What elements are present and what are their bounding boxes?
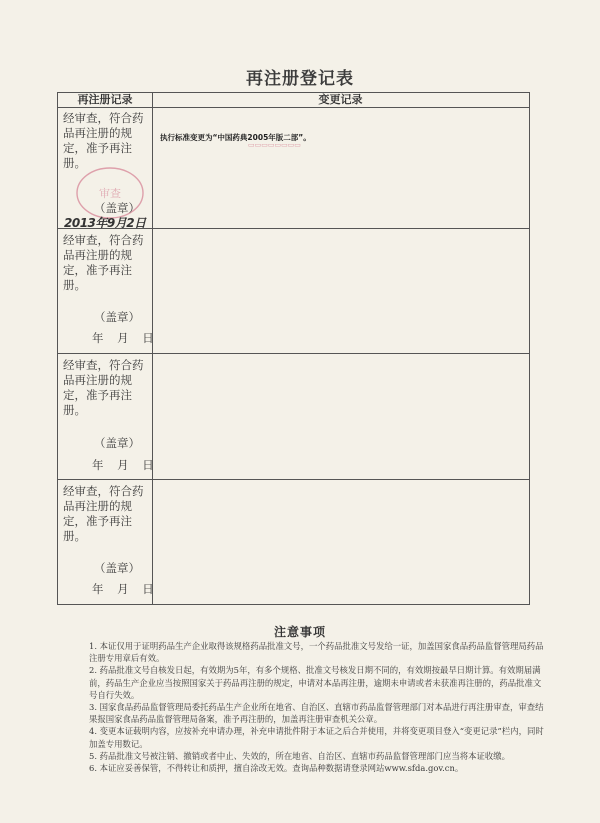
registration-table <box>57 92 530 605</box>
date-label: 年 月 日 <box>92 458 154 472</box>
list-item <box>76 750 546 762</box>
col-header-changes: 变更记录 <box>318 93 363 106</box>
note-text: 3. 国家食品药品监督管理局委托药品生产企业所在地省、自治区、直辖市药品监督管理部门对本品进行再注册审查，审查结果报国家食品药品监督管理局备案，准予再注册的，加盖再注册审查机关公章。 <box>89 702 544 725</box>
seal-label: （盖章） <box>94 436 140 450</box>
table-row <box>58 354 529 480</box>
table-header <box>58 93 529 108</box>
list-item <box>76 640 546 664</box>
table-row <box>58 480 529 604</box>
col-header-registration: 再注册记录 <box>77 93 133 106</box>
red-stamp-mark: ▭▭▭▭▭▭▭▭ <box>248 141 301 149</box>
date-label: 年 月 日 <box>92 582 154 596</box>
svg-text:审查: 审查 <box>99 187 121 200</box>
table-row <box>58 229 529 354</box>
note-text: 5. 药品批准文号被注销、撤销或者中止、失效的，所在地省、自治区、直辖市药品监督管理部门应当将本证收缴。 <box>89 750 511 761</box>
approval-text: 经审查，符合药品再注册的规定，准予再注册。 <box>63 233 144 292</box>
approval-text: 经审查，符合药品再注册的规定，准予再注册。 <box>63 358 144 417</box>
seal-label: （盖章） <box>94 310 140 324</box>
note-text: 2. 药品批准文号自核发日起，有效期为5年，有多个规格、批准文号核发日期不同的，有效期按最早日期计算。有效期届满前，药品生产企业应当按照国家关于药品再注册的规定，申请对本品再注册，逾期未申请或者未获准再注册的，药品批准文号自行失效。 <box>89 665 542 700</box>
date-label: 年 月 日 <box>92 331 154 345</box>
approval-text: 经审查，符合药品再注册的规定，准予再注册。 <box>63 111 144 170</box>
list-item <box>76 664 546 701</box>
change-record-text: 执行标准变更为“中国药典2005年版二部”。 <box>160 133 311 142</box>
seal-label: （盖章） <box>94 561 140 575</box>
list-item <box>76 762 546 774</box>
list-item <box>76 701 546 725</box>
approval-text: 经审查，符合药品再注册的规定，准予再注册。 <box>63 484 144 543</box>
notes-title: 注意事项 <box>273 625 326 639</box>
table-row <box>58 107 529 229</box>
notes-list <box>76 640 546 774</box>
list-item <box>76 725 546 749</box>
seal-label: （盖章） <box>94 201 140 215</box>
note-text: 4. 变更本证载明内容，应按补充申请办理，补充申请批件附于本证之后合并使用，并将变更项目登入“变更记录”栏内，同时加盖专用数记。 <box>89 726 544 749</box>
note-text: 1. 本证仅用于证明药品生产企业取得该规格药品批准文号，一个药品批准文号发给一证，加盖国家食品药品监督管理局药品注册专用章后有效。 <box>89 641 544 664</box>
handwritten-date: 2013年9月2日 <box>64 216 146 230</box>
page-title: 再注册登记表 <box>246 69 354 89</box>
note-text: 6. 本证应妥善保管，不得转让和质押，擅自涂改无效。查询品种数据请登录网站www.sfda.gov.cn。 <box>89 763 464 774</box>
